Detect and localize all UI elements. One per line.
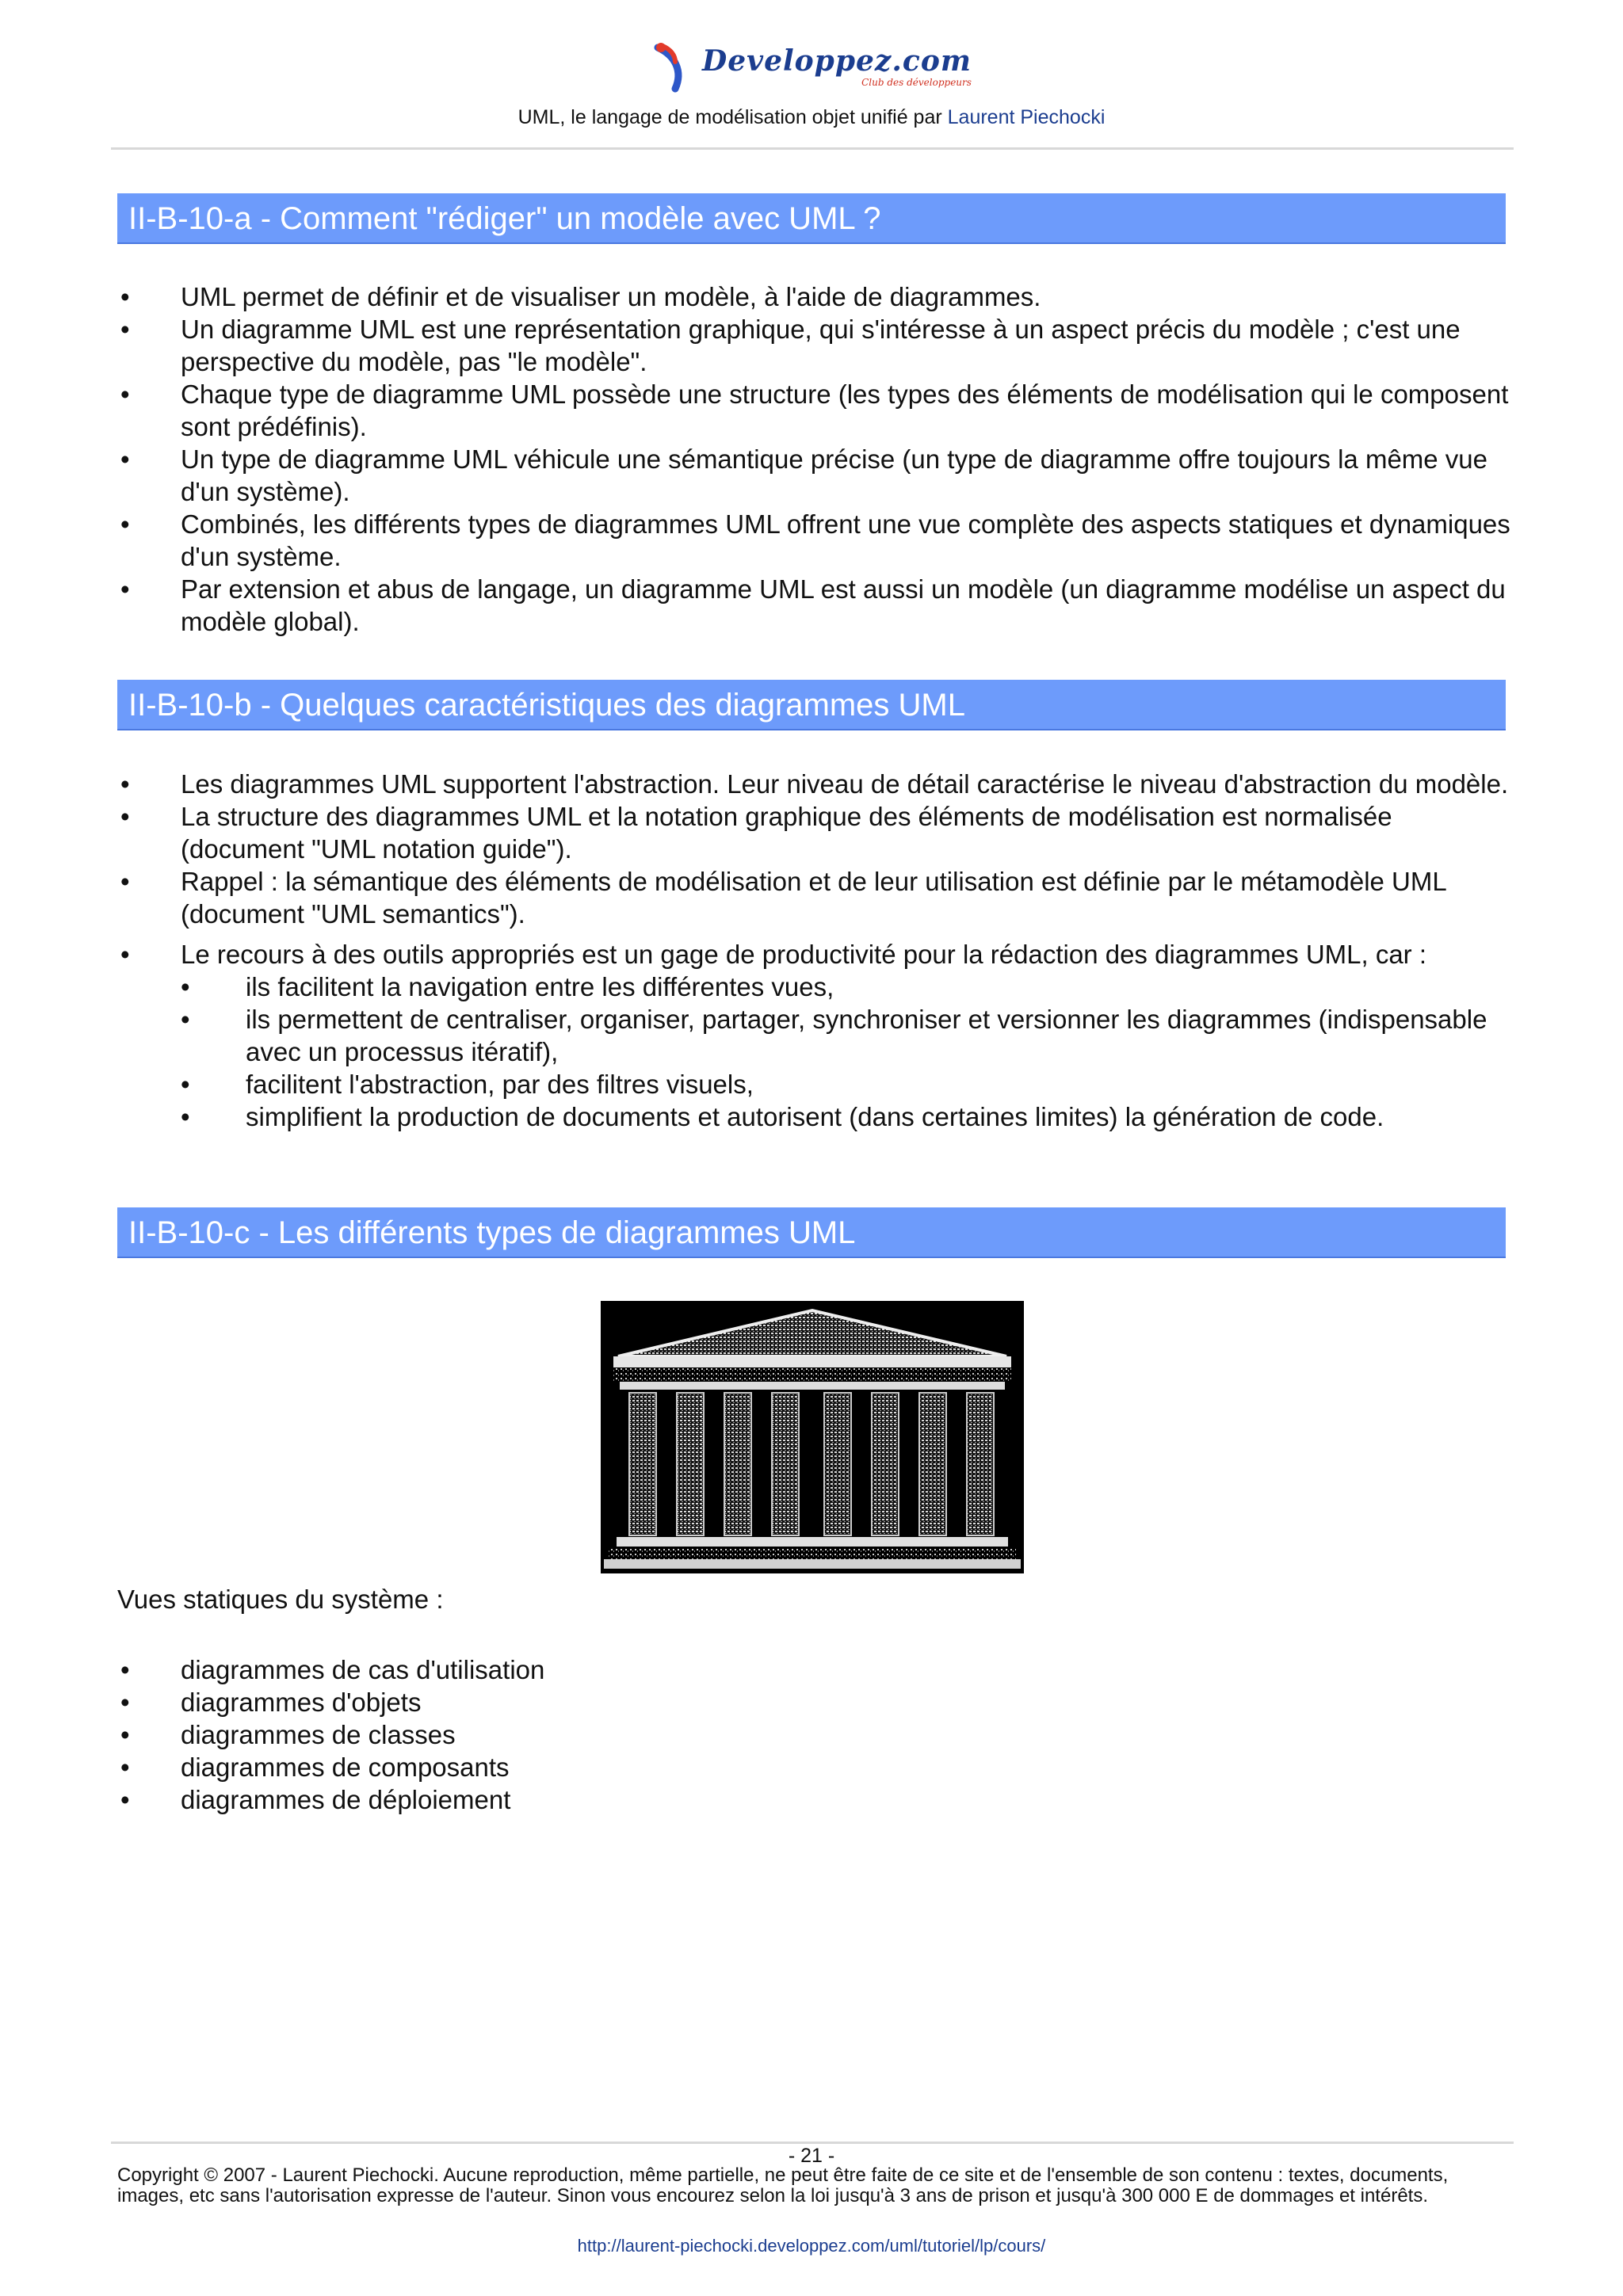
bullet-icon: • xyxy=(120,940,130,969)
document-title xyxy=(0,106,1623,129)
list-item: • diagrammes de classes xyxy=(120,1720,456,1749)
bullet-icon: • xyxy=(181,1070,190,1099)
bullet-icon: • xyxy=(181,1102,190,1131)
list-item: • diagrammes de composants xyxy=(120,1753,510,1782)
footer-divider xyxy=(111,2142,1514,2144)
footer-url-link[interactable]: http://laurent-piechocki.developpez.com/uml/tutoriel/lp/cours/ xyxy=(577,2236,1046,2256)
section-c-list xyxy=(117,1653,1512,1816)
logo-subtitle: Club des développeurs xyxy=(861,77,972,88)
sublist-item: • simplifient la production de documents et autorisent (dans certaines limites) la génération de code. xyxy=(181,1102,1384,1131)
list-item: • Les diagrammes UML supportent l'abstraction. Leur niveau de détail caractérise le niveau d'abstraction du modèle. xyxy=(120,769,1509,799)
list-item: • Par extension et abus de langage, un diagramme UML est aussi un modèle (un diagramme modélise un aspect du modèle global). xyxy=(120,574,1506,636)
bullet-icon: • xyxy=(120,444,130,474)
list-item: • Un diagramme UML est une représentation graphique, qui s'intéresse à un aspect précis du modèle ; c'est une perspective du modèle, pas "le modèle". xyxy=(120,315,1461,376)
sublist-item: • facilitent l'abstraction, par des filtres visuels, xyxy=(181,1070,754,1099)
logo-swoosh-icon xyxy=(651,40,696,95)
header-divider xyxy=(111,147,1514,150)
copyright-notice: Copyright © 2007 - Laurent Piechocki. Aucune reproduction, même partielle, ne peut être faite de ce site et de l'ensemble de son contenu : textes, documents, images, etc sans l'autorisation expresse de l'auteur. Sinon vous encourez selon la loi jusqu'à 3 ans de prison et jusqu'à 300 000 E de dommages et intérêts. xyxy=(117,2164,1449,2206)
section-b-sublist xyxy=(181,971,1512,1133)
bullet-icon: • xyxy=(120,769,130,799)
bullet-icon: • xyxy=(120,802,130,831)
document-title-text: UML, le langage de modélisation objet unifié par xyxy=(517,106,948,128)
list-item: • Rappel : la sémantique des éléments de modélisation et de leur utilisation est définie par le métamodèle UML (document "UML semantics"). xyxy=(120,867,1446,929)
bullet-icon: • xyxy=(120,1753,130,1782)
page-number: - 21 - xyxy=(788,2145,835,2167)
list-item: • diagrammes de déploiement xyxy=(120,1785,511,1814)
section-heading-a: II-B-10-a - Comment "rédiger" un modèle avec UML ? xyxy=(117,193,1506,244)
list-item: • La structure des diagrammes UML et la notation graphique des éléments de modélisation est normalisée (document "UML notation guide"). xyxy=(120,802,1392,864)
logo-text: Developpez.com xyxy=(702,44,972,78)
bullet-icon: • xyxy=(181,972,190,1001)
sublist-item: • ils permettent de centraliser, organiser, partager, synchroniser et versionner les diagrammes (indispensable avec un processus itératif), xyxy=(181,1005,1487,1066)
bullet-icon: • xyxy=(181,1005,190,1034)
section-a-list xyxy=(117,280,1512,638)
list-item: • diagrammes d'objets xyxy=(120,1688,422,1717)
bullet-icon: • xyxy=(120,1785,130,1814)
bullet-icon: • xyxy=(120,1720,130,1749)
list-item: • Le recours à des outils appropriés est un gage de productivité pour la rédaction des diagrammes UML, car : • ils facilitent la navigation entre les différentes vues, • ils permettent de centraliser, organiser, partager, synchroniser et versionner les diagrammes (indispensable avec un processus itératif), • facilitent l'abstraction, par des filtres visuels, • simplifient la production de documents et autorisent (dans certaines limites) la génération de code. xyxy=(117,938,1512,1133)
section-heading-b: II-B-10-b - Quelques caractéristiques des diagrammes UML xyxy=(117,680,1506,730)
section-b-list xyxy=(117,768,1512,1133)
static-views-label: Vues statiques du système : xyxy=(117,1585,444,1614)
section-heading-c: II-B-10-c - Les différents types de diagrammes UML xyxy=(117,1207,1506,1258)
bullet-icon: • xyxy=(120,315,130,344)
bullet-icon: • xyxy=(120,574,130,604)
list-item: • UML permet de définir et de visualiser un modèle, à l'aide de diagrammes. xyxy=(120,282,1041,311)
list-item: • Combinés, les différents types de diagrammes UML offrent une vue complète des aspects statiques et dynamiques d'un système. xyxy=(120,509,1510,571)
list-item: • Chaque type de diagramme UML possède une structure (les types des éléments de modélisation qui le composent sont prédéfinis). xyxy=(120,379,1509,441)
developpez-logo[interactable] xyxy=(651,32,972,103)
bullet-icon: • xyxy=(120,867,130,896)
list-item: • diagrammes de cas d'utilisation xyxy=(120,1655,545,1684)
list-item: • Un type de diagramme UML véhicule une sémantique précise (un type de diagramme offre toujours la même vue d'un système). xyxy=(120,444,1488,506)
bullet-icon: • xyxy=(120,1655,130,1684)
bullet-icon: • xyxy=(120,379,130,409)
bullet-icon: • xyxy=(120,282,130,311)
bullet-icon: • xyxy=(120,509,130,539)
sublist-item: • ils facilitent la navigation entre les différentes vues, xyxy=(181,972,834,1001)
temple-icon xyxy=(601,1301,1024,1573)
bullet-icon: • xyxy=(120,1688,130,1717)
author-link[interactable]: Laurent Piechocki xyxy=(947,106,1106,128)
page-header xyxy=(0,32,1623,129)
